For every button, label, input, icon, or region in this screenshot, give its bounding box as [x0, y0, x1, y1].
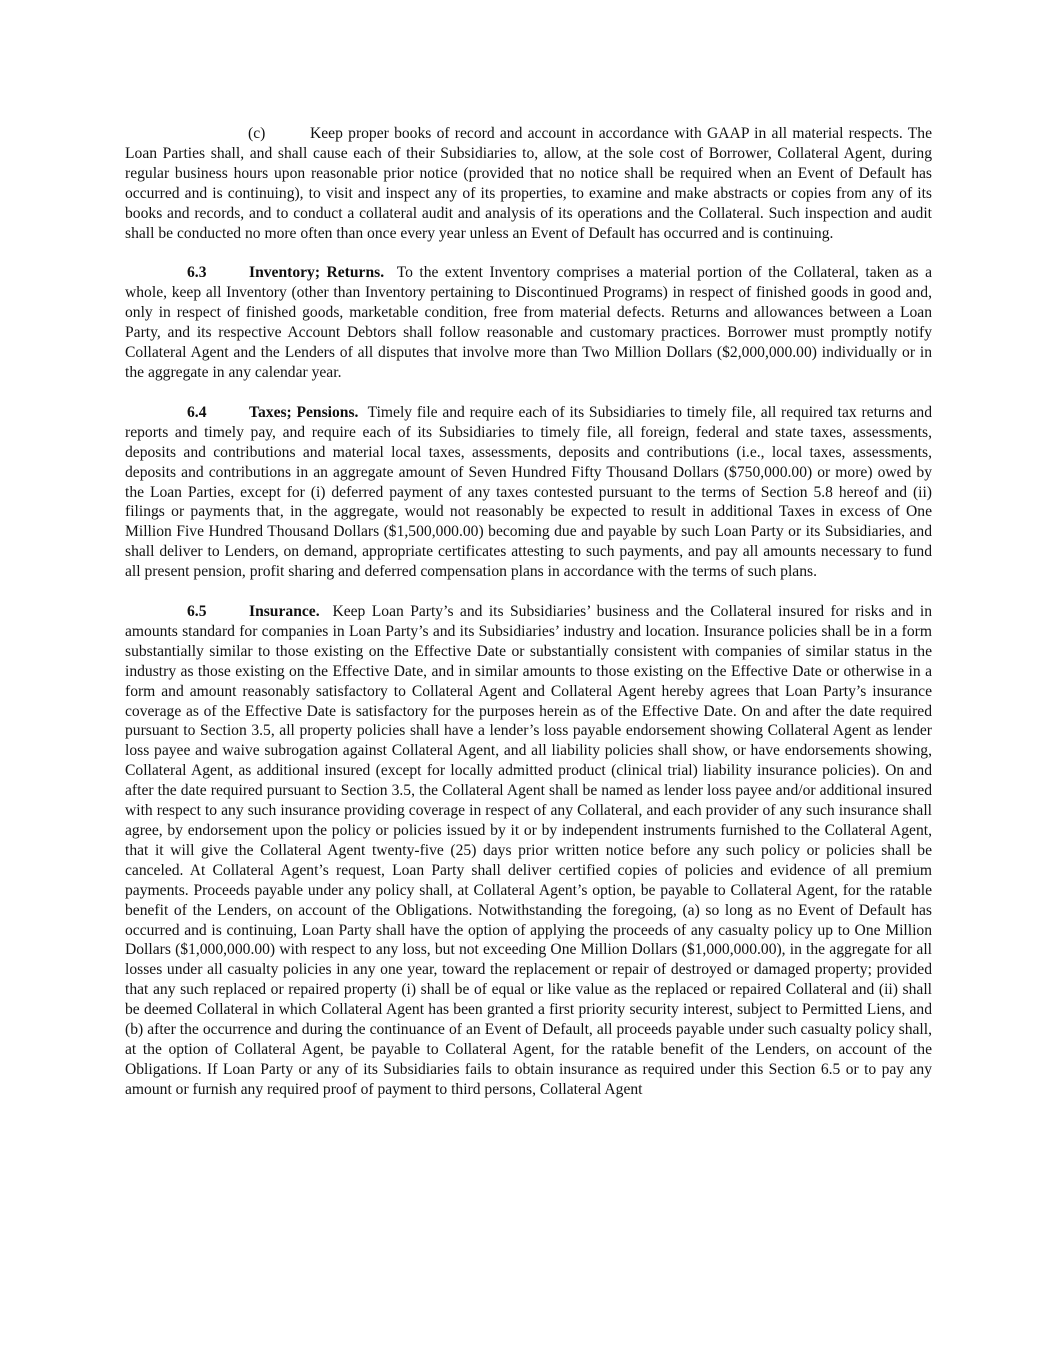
section-6-3-heading: Inventory; Returns.	[249, 264, 385, 282]
section-6-4-heading: Taxes; Pensions.	[249, 403, 359, 421]
section-6-4	[125, 403, 932, 582]
section-6-5-body: Keep Loan Party’s and its Subsidiaries’ business and the Collateral insured for risks and in amounts standard for companies in Loan Party’s and its Subsidiaries’ industry and location. Insurance policies shall be in a form substantially similar to those existing on the Effective Date or substantially consistent with companies of similar status in the industry as those existing on the Effective Date, and in similar amounts to those existing on the Effective Date or otherwise in a form and amount reasonably satisfactory to Collateral Agent and Collateral Agent hereby agrees that Loan Party’s insurance coverage as of the Effective Date is satisfactory for the purposes herein as of the Effective Date. On and after the date required pursuant to Section 3.5, all property policies shall have a lender’s loss payable endorsement showing Collateral Agent as lender loss payee and waive subrogation against Collateral Agent, and all liability policies shall show, or have endorsements showing, Collateral Agent, as additional insured (except for locally admitted product (clinical trial) liability insurance policies). On and after the date required pursuant to Section 3.5, the Collateral Agent shall be named as lender loss payee and/or additional insured with respect to any such insurance providing coverage in respect of any Collateral, and each provider of any such insurance shall agree, by endorsement upon the policy or policies issued by it or by independent instruments furnished to the Collateral Agent, that it will give the Collateral Agent twenty-five (25) days prior written notice before any such policy or policies shall be canceled. At Collateral Agent’s request, Loan Party shall deliver certified copies of policies and evidence of all premium payments. Proceeds payable under any policy shall, at Collateral Agent’s option, be payable to Collateral Agent, for the ratable benefit of the Lenders, on account of the Obligations. Notwithstanding the foregoing, (a) so long as no Event of Default has occurred and is continuing, Loan Party shall have the option of applying the proceeds of any casualty policy up to One Million Dollars ($1,000,000.00) with respect to any loss, but not exceeding One Million Dollars ($1,000,000.00), in the aggregate for all losses under all casualty policies in any one year, toward the replacement or repair of destroyed or damaged property; provided that any such replaced or repaired property (i) shall be of equal or like value as the replaced or repaired Collateral and (ii) shall be deemed Collateral in which Collateral Agent has been granted a first priority security interest, subject to Permitted Liens, and (b) after the occurrence and during the continuance of an Event of Default, all proceeds payable under such casualty policy shall, at the option of Collateral Agent, be payable to Collateral Agent, for the ratable benefit of the Lenders, on account of the Obligations. If Loan Party or any of its Subsidiaries fails to obtain insurance as required under this Section 6.5 or to pay any amount or furnish any required proof of payment to third persons, Collateral Agent	[125, 603, 932, 1098]
section-6-3-number: 6.3	[187, 264, 207, 282]
paragraph-c-body: Keep proper books of record and account in accordance with GAAP in all material respects. The Loan Parties shall, and shall cause each of their Subsidiaries to, allow, at the sole cost of Borrower, Collateral Agent, during regular business hours upon reasonable prior notice (provided that no notice shall be required when an Event of Default has occurred and is continuing), to visit and inspect any of its properties, to examine and make abstracts or copies from any of its books and records, and to conduct a collateral audit and analysis of its operations and the Collateral. Such inspection and audit shall be conducted no more often than once every year unless an Event of Default has occurred and is continuing.	[125, 125, 932, 242]
paragraph-c-label: (c)	[248, 125, 266, 142]
section-6-4-body: Timely file and require each of its Subsidiaries to timely file, all required tax returns and reports and timely pay, and require each of its Subsidiaries to timely file, all foreign, federal and state taxes, assessments, deposits and contributions and material local taxes, assessments, deposits and contributions (i.e., local taxes, assessments, deposits and contributions in an aggregate amount of Seven Hundred Fifty Thousand Dollars ($750,000.00) or more) owed by the Loan Parties, except for (i) deferred payment of any taxes contested pursuant to the terms of Section 5.8 hereof and (ii) filings or payments that, in the aggregate, would not reasonably be expected to result in additional Taxes in excess of One Million Five Hundred Thousand Dollars ($1,500,000.00) becoming due and payable by such Loan Party or its Subsidiaries, and shall deliver to Lenders, on demand, appropriate certificates attesting to such payments, and pay all amounts necessary to fund all present pension, profit sharing and deferred compensation plans in accordance with the terms of such plans.	[125, 403, 932, 581]
section-6-5-number: 6.5	[187, 603, 207, 621]
section-6-4-number: 6.4	[187, 403, 207, 421]
document-page	[125, 124, 932, 1120]
paragraph-c	[125, 124, 932, 243]
section-6-5-heading: Insurance.	[249, 603, 320, 621]
section-6-5	[125, 602, 932, 1100]
section-6-3	[125, 263, 932, 382]
section-6-3-body: To the extent Inventory comprises a material portion of the Collateral, taken as a whole, keep all Inventory (other than Inventory pertaining to Discontinued Programs) in respect of finished goods in good and, only in respect of finished goods, marketable condition, free from material defects. Returns and allowances between a Loan Party, and its respective Account Debtors shall follow reasonable and customary practices. Borrower must promptly notify Collateral Agent and the Lenders of all disputes that involve more than Two Million Dollars ($2,000,000.00) individually or in the aggregate in any calendar year.	[125, 264, 932, 381]
